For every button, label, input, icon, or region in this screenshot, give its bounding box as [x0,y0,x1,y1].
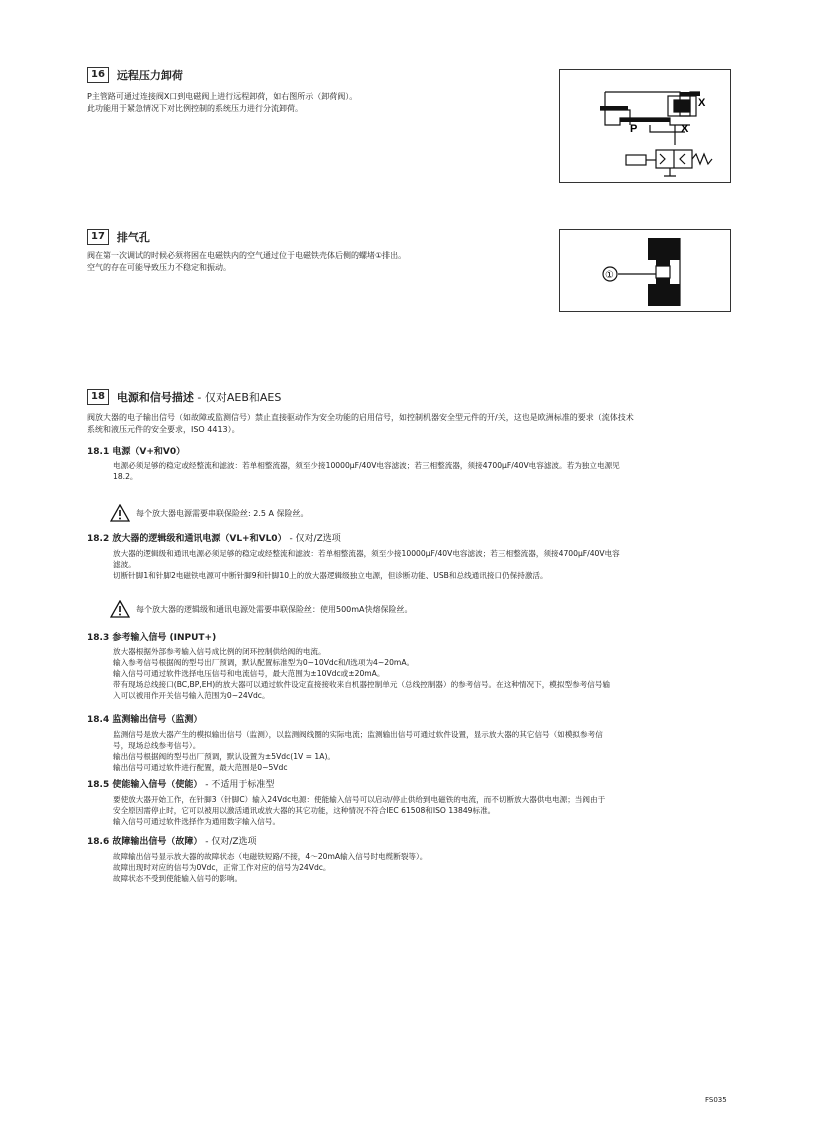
section-number: 17 [87,229,109,245]
text-line: P主管路可通过连接阀X口到电磁阀上进行远程卸荷，如右图所示（卸荷阀）。 [87,92,358,101]
port-label: P [630,123,638,135]
subsection-18-4-body [113,729,733,773]
subsection-number: 18.1 [87,447,110,457]
subsection-title: 故障输出信号（故障） [112,837,203,847]
subsection-suffix: - 仅对/Z选项 [202,837,257,847]
subsection-title: 电源（V+和V0） [112,447,186,457]
text-line: 放大器的逻辑级和通讯电源必须足够的稳定或经整流和滤波：若单相整流器，须至少接10000μF/40V电容滤波；若三相整流器，须接4700μF/40V电容 [113,549,620,558]
text-line: 此功能用于紧急情况下对比例控制的系统压力进行分流卸荷。 [87,103,303,113]
unloading-valve-figure [559,69,731,183]
subsection-title: 使能输入信号（使能） [112,780,203,790]
subsection-18-5-heading [87,779,274,791]
subsection-18-3-body [113,646,733,701]
text-line: 电源必须足够的稳定或经整流和滤波：若单相整流器，须至少接10000μF/40V电容滤波；若三相整流器，须接4700μF/40V电容滤波。若为独立电源见 [113,461,620,470]
section-title: 排气孔 [116,231,150,244]
section-18-heading [87,389,281,405]
text-line: 切断针脚1和针脚2电磁铁电源可中断针脚9和针脚10上的放大器逻辑级独立电源，但诊断功能、USB和总线通讯接口仍保持激活。 [113,571,548,580]
text-line: 要使放大器开始工作，在针脚3（针脚C）输入24Vdc电源：使能输入信号可以启动/停止供给到电磁铁的电流，而不切断放大器供电电源；当阀由于 [113,795,606,804]
subsection-number: 18.4 [87,715,110,725]
subsection-title: 放大器的逻辑级和通讯电源（VL+和VL0） [112,534,287,544]
warning-text: 每个放大器的逻辑级和通讯电源处需要串联保险丝：使用500mA快熔保险丝。 [136,604,413,614]
text-line: 阀放大器的电子输出信号（如故障或监测信号）禁止直接驱动作为安全功能的启用信号，如控制机器安全型元件的开/关，这也是欧洲标准的要求（流体技术 [87,413,634,422]
subsection-18-3-heading [87,632,216,644]
subsection-18-4-heading [87,714,202,726]
text-line: 故障输出信号显示放大器的故障状态（电磁铁短路/不接，4～20mA输入信号时电缆断裂等）。 [113,852,428,861]
subsection-title: 参考输入信号 (INPUT+) [112,633,217,643]
text-line: 输入信号可通过软件选择电压信号和电流信号，最大范围为±10Vdc或±20mA。 [113,669,385,678]
text-line: 故障出现时对应的信号为0Vdc，正常工作对应的信号为24Vdc。 [113,863,331,872]
warning-text: 每个放大器电源需要串联保险丝: 2.5 A 保险丝。 [136,508,309,518]
subsection-title: 监测输出信号（监测） [112,715,203,725]
text-line: 输入信号可通过软件选择作为通用数字输入信号。 [113,817,281,826]
section-17-heading [87,229,150,245]
section-title: 远程压力卸荷 [116,69,183,82]
text-line: 滤波。 [113,560,136,569]
text-line: 空气的存在可能导致压力不稳定和振动。 [87,262,231,272]
text-line: 系统和液压元件的安全要求，ISO 4413）。 [87,424,240,434]
bleed-screw-figure [559,229,731,312]
subsection-number: 18.5 [87,780,110,790]
title-main: 电源和信号描述 [116,391,194,404]
port-label: X [698,97,706,109]
text-line: 监测信号是放大器产生的模拟输出信号（监测），以监测阀线圈的实际电流；监测输出信号可通过软件设置，显示放大器的其它信号（如模拟参考信 [113,730,603,739]
subsection-suffix: - 仅对/Z选项 [286,534,341,544]
text-line: 输出信号可通过软件进行配置，最大范围是0~5Vdc [113,763,288,772]
title-suffix: - 仅对AEB和AES [193,391,282,404]
port-label: X [681,123,689,135]
section-16-heading [87,67,183,83]
warning-icon [110,504,130,522]
subsection-18-5-body [113,794,733,827]
subsection-18-6-heading [87,836,257,848]
warning-icon [110,600,130,618]
bleed-screw-diagram [560,230,730,311]
subsection-18-6-body [113,851,733,884]
subsection-18-2-heading [87,533,341,545]
section-16-body [87,91,357,114]
subsection-18-1-body [113,460,733,482]
text-line: 阀在第一次调试的时候必须将困在电磁铁内的空气通过位于电磁铁壳体后侧的螺堵①排出。 [87,251,407,260]
text-line: 入可以被用作开关信号输入范围为0~24Vdc。 [113,691,270,700]
subsection-18-1-heading [87,446,185,458]
text-line: 输入参考信号根据阀的型号出厂预调，默认配置标准型为0~10Vdc和/I选项为4~20mA。 [113,658,415,667]
subsection-suffix: - 不适用于标准型 [202,780,275,790]
text-line: 号，现场总线参考信号）。 [113,741,201,750]
warning-18-2 [110,600,413,618]
subsection-18-2-body [113,548,733,581]
section-number: 18 [87,389,109,405]
text-line: 带有现场总线接口(BC,BP,EH)的放大器可以通过软件设定直接接收来自机器控制单元（总线控制器）的参考信号。在这种情况下，模拟型参考信号输 [113,680,611,689]
page-code: FS035 [705,1096,727,1104]
section-title [117,389,281,405]
section-number: 16 [87,67,109,83]
callout-label: ① [605,270,614,281]
subsection-number: 18.3 [87,633,110,643]
subsection-number: 18.6 [87,837,110,847]
text-line: 输出信号根据阀的型号出厂预调，默认设置为±5Vdc(1V = 1A)。 [113,752,336,761]
section-17-body [87,250,406,273]
unloading-valve-diagram [560,70,730,182]
warning-18-1 [110,504,309,522]
text-line: 放大器根据外部参考输入信号成比例的闭环控制供给阀的电流。 [113,647,326,656]
text-line: 安全原因需停止时，它可以被用以激活通讯或放大器的其它功能，这种情况不符合IEC 61508和ISO 13849标准。 [113,806,496,815]
subsection-number: 18.2 [87,534,110,544]
text-line: 18.2。 [113,472,138,481]
text-line: 故障状态不受到使能输入信号的影响。 [113,874,243,883]
section-18-intro [87,412,634,435]
